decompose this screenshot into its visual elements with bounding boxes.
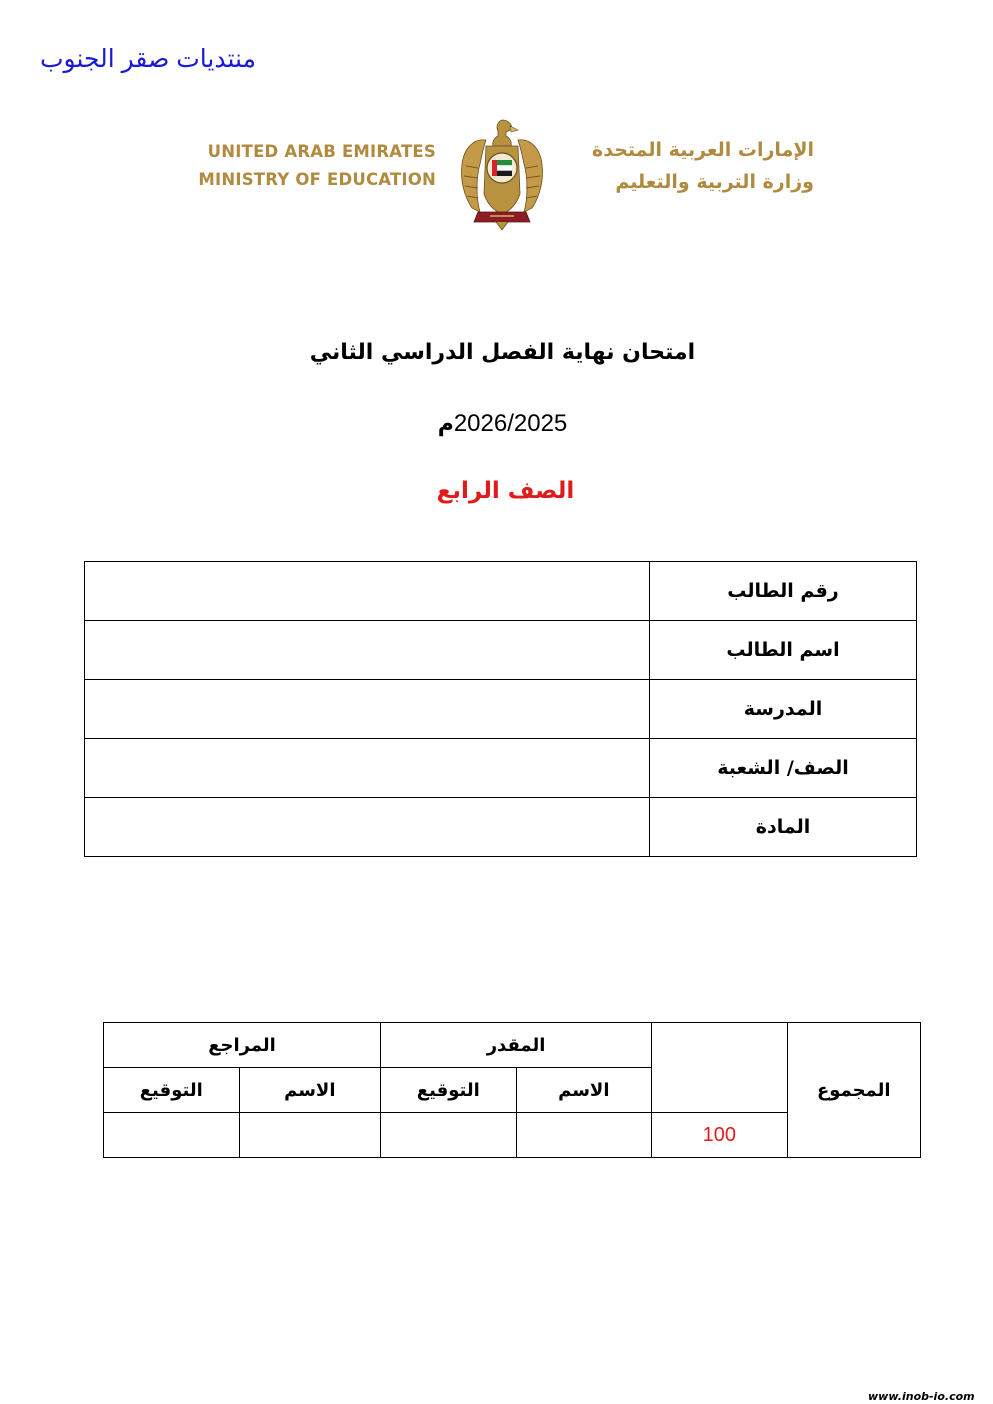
student-name-label: اسم الطالب [650,621,917,680]
reviewer-signature-field[interactable] [104,1113,240,1158]
header-ar-line2: وزارة التربية والتعليم [615,171,814,193]
exam-year-value: 2026/2025 [453,410,568,437]
header-ar-line1: الإمارات العربية المتحدة [592,139,814,161]
header-en [186,138,436,194]
reviewer-name-label: الاسم [239,1068,381,1113]
total-score-value: 100 [652,1113,787,1158]
table-row [85,798,917,857]
grader-header: المقدر [381,1023,652,1068]
subject-label: المادة [650,798,917,857]
reviewer-header: المراجع [104,1023,381,1068]
exam-grade: الصف الرابع [436,478,575,504]
grader-signature-field[interactable] [381,1113,516,1158]
table-row [85,739,917,798]
grader-name-label: الاسم [516,1068,651,1113]
school-field[interactable] [85,680,650,739]
reviewer-signature-label: التوقيع [104,1068,240,1113]
class-section-label: الصف/ الشعبة [650,739,917,798]
class-section-field[interactable] [85,739,650,798]
student-number-label: رقم الطالب [650,562,917,621]
exam-year-suffix: م [437,412,454,437]
grader-signature-label: التوقيع [381,1068,516,1113]
exam-year [0,410,993,438]
reviewer-name-field[interactable] [239,1113,381,1158]
table-row [104,1023,921,1068]
student-info-table [84,561,917,857]
total-blank-cell [652,1023,787,1113]
table-row [85,621,917,680]
table-row [85,562,917,621]
uae-eagle-emblem-icon [456,116,548,232]
exam-title: امتحان نهاية الفصل الدراسي الثاني [309,340,696,365]
forum-link[interactable]: منتديات صقر الجنوب [40,45,256,73]
score-table [103,1022,921,1158]
header-ar [562,134,814,198]
header-en-line1: UNITED ARAB EMIRATES [207,142,436,161]
school-label: المدرسة [650,680,917,739]
subject-field[interactable] [85,798,650,857]
header-en-line2: MINISTRY OF EDUCATION [198,170,436,189]
grader-name-field[interactable] [516,1113,651,1158]
table-row [85,680,917,739]
footer-url[interactable]: www.inob-io.com [868,1390,975,1403]
student-name-field[interactable] [85,621,650,680]
total-label: المجموع [787,1023,920,1158]
student-number-field[interactable] [85,562,650,621]
